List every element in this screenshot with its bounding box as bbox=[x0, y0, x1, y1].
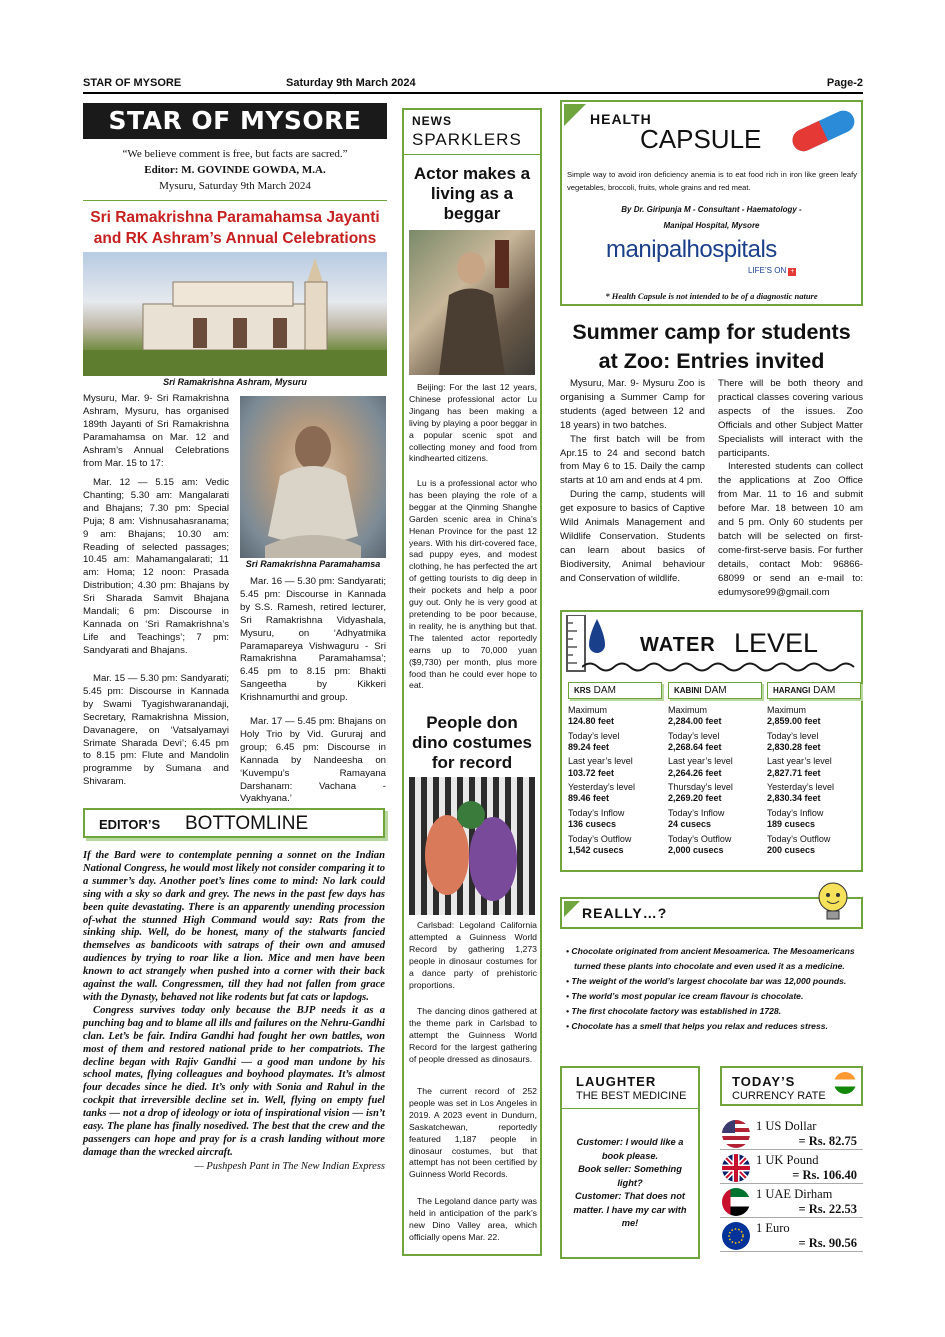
editorial-title-a: EDITOR’S bbox=[99, 817, 161, 832]
laughter-title-a: LAUGHTER bbox=[576, 1074, 657, 1089]
page-header bbox=[83, 76, 863, 94]
lead-column-2b: Mar. 17 — 5.45 pm: Bhajans on Holy Trio by Vid. Gururaj and group; 6.45 pm: Discourse in Kannada by Nandeesha on ‘Kuvempu’s Ramayana Darshanam: Vachana - Vyakhyana.’ bbox=[240, 716, 386, 805]
editorial-title-b: BOTTOMLINE bbox=[185, 813, 309, 834]
dam-name: KABINI DAM bbox=[668, 682, 762, 699]
dam-row-value: 2,000 cusecs bbox=[668, 844, 724, 855]
dam-row-value: 2,859.00 feet bbox=[767, 716, 821, 727]
dam-row-label: Today’s Inflow bbox=[668, 807, 725, 818]
fact-item: • The world’s most popular ice cream flavour is chocolate. bbox=[566, 991, 804, 1001]
laughter-box bbox=[560, 1066, 700, 1259]
dam-row-value: 200 cusecs bbox=[767, 844, 816, 855]
joke-line: Book seller: Something light? bbox=[578, 1164, 682, 1188]
dam-row-label: Maximum bbox=[767, 705, 807, 715]
dam-row-value: 2,830.28 feet bbox=[767, 741, 821, 752]
story2-paragraph-2: The dancing dinos gathered at the theme park in Carlsbad to attempt the Guinness World Record for the largest gathering of people dressed as dinosaurs. bbox=[409, 1006, 537, 1064]
summer-c1-p2: The first batch will be from Apr.15 to 24 and second batch from May 6 to 15. Daily the camp starts at 10 am and ends at 4 pm. bbox=[560, 433, 705, 487]
portrait-caption: Sri Ramakrishna Paramahamsa bbox=[240, 559, 386, 569]
dam-column-krs bbox=[568, 682, 662, 859]
health-title-b: CAPSULE bbox=[640, 124, 762, 154]
story2-paragraph-4: The Legoland dance party was held in anticipation of the park’s new Dino Valley area, which officially opens Mar. 22. bbox=[409, 1196, 537, 1242]
health-byline-2: Manipal Hospital, Mysore bbox=[663, 221, 760, 230]
dam-row-value: 103.72 feet bbox=[568, 767, 615, 778]
dam-row-value: 89.24 feet bbox=[568, 741, 610, 752]
beggar-actor-photo bbox=[409, 230, 535, 375]
lead-column-1a: Mysuru, Mar. 9- Sri Ramakrishna Ashram, Mysuru, has organised 189th Jayanti of Sri Ramakrishna Paramahamsa on Mar. 12 and Ashram’s Annual Celebrations from Mar. 15 to 17: bbox=[83, 393, 229, 469]
dam-row-label: Last year’s level bbox=[767, 756, 832, 767]
editorial-paragraph-1: If the Bard were to contemplate penning a sonnet on the Indian National Congress, he would most likely not consider comparing it to a summer’s day. Another poet’s lines come to mind: No lark could sing with a sky so dark and grey. The news in the past few days has been quite devastating. There is an apparently unending procession of-what the stunned High Command would say: Rats from the sinking ship. Well, do be honest, many of the stalwarts fancied themselves as bandicoots with satraps of their own and amused audiences by trying to roar like a lion. Mice and men have been known to act strangely when pushed into a corner with their back against the wall. Congressmen, till they had not fallen from grace with the Dynasty, behaved not like rodents but fat cats or lapdogs. bbox=[83, 850, 385, 1003]
manipal-logo: manipalhospitals bbox=[606, 236, 777, 263]
dam-row-label: Today’s Inflow bbox=[767, 807, 824, 818]
water-level-box bbox=[560, 610, 863, 872]
water-title-a: WATER bbox=[640, 634, 716, 656]
summer-column-2 bbox=[718, 377, 863, 600]
dam-row-label: Last year’s level bbox=[568, 756, 633, 767]
dam-row-label: Maximum bbox=[568, 705, 608, 715]
masthead-tagline bbox=[83, 146, 387, 194]
dam-row-value: 1,542 cusecs bbox=[568, 844, 624, 855]
health-disclaimer: * Health Capsule is not intended to be of a diagnostic nature bbox=[605, 291, 818, 301]
health-byline bbox=[562, 202, 861, 234]
summer-c2-p2: Interested students can collect the applications at Zoo Office from Mar. 11 to 16 and submit before Mar. 18 between 10 am and 5 pm. Only 60 students per batch will be selected on first-come-first-serve basis. For further details, contact Mob: 96866-68099 or send an e-mail to: edumysore99@gmail.com bbox=[718, 461, 863, 598]
currency-row bbox=[720, 1151, 863, 1184]
dam-row-value: 2,827.71 feet bbox=[767, 767, 821, 778]
lead-headline: Sri Ramakrishna Paramahamsa Jayanti and RK Ashram’s Annual Celebrations bbox=[90, 209, 380, 247]
health-tip: Simple way to avoid iron deficiency anemia is to eat food rich in iron like green leafy vegetables, broccoli, fruits, whole grains and red meat. bbox=[567, 170, 857, 192]
news-title-a: NEWS bbox=[412, 114, 452, 128]
lead-column-2a: Mar. 16 — 5.30 pm: Sandyarati; 5.45 pm: Discourse in Kannada by S.S. Ramesh, retired lecturer, Sri Ramakrishna Vidyashala, Mysuru, on ‘Adhyatmika Paramapareya Vishwaguru - Sri Ramakrishna Paramahamsa’; 6.45 pm to 8.15 pm: Bhakti Sangeetha by Kikkeri Krishnamurthi and group. bbox=[240, 576, 386, 704]
currency-value: = Rs. 90.56 bbox=[798, 1236, 857, 1250]
dam-row-label: Thursday’s level bbox=[668, 782, 733, 793]
currency-value: = Rs. 22.53 bbox=[798, 1202, 857, 1216]
dam-name: KRS DAM bbox=[568, 682, 662, 699]
currency-unit: 1 US Dollar bbox=[756, 1119, 817, 1133]
joke-line: Customer: That does not matter. I have my car with me! bbox=[573, 1191, 687, 1228]
dam-row-value: 2,284.00 feet bbox=[668, 716, 722, 727]
currency-value: = Rs. 106.40 bbox=[792, 1168, 857, 1182]
currency-row bbox=[720, 1219, 863, 1252]
ashram-photo-caption: Sri Ramakrishna Ashram, Mysuru bbox=[150, 377, 320, 387]
story2-paragraph-3: The current record of 252 people was set in Los Angeles in 2019. A 2023 event in Dundurn, Saskatchewan, reportedly featured 1,187 people in dinosaur costumes, but that attempt has not been certified by Guinness World Records. bbox=[409, 1086, 537, 1180]
editorial-title-box bbox=[83, 808, 385, 838]
dam-row-label: Maximum bbox=[668, 705, 708, 715]
ashram-photo bbox=[83, 252, 387, 376]
dam-row-label: Today’s Inflow bbox=[568, 807, 625, 818]
dam-row-label: Today’s Outflow bbox=[668, 833, 732, 844]
masthead-title: STAR OF MYSORE bbox=[83, 103, 387, 139]
header-date: Saturday 9th March 2024 bbox=[286, 77, 416, 89]
health-byline-1: By Dr. Giripunja M - Consultant - Haematology - bbox=[621, 205, 802, 214]
dam-row-value: 2,830.34 feet bbox=[767, 793, 821, 804]
dam-row-label: Today’s level bbox=[568, 730, 620, 741]
editor-line: Editor: M. GOVINDE GOWDA, M.A. bbox=[144, 164, 326, 176]
dam-row-label: Last year’s level bbox=[668, 756, 733, 767]
water-title-b: LEVEL bbox=[734, 628, 819, 658]
news-sparklers-box bbox=[402, 108, 542, 1256]
eu-flag-icon bbox=[722, 1222, 750, 1250]
fact-item: • Chocolate originated from ancient Mesoamerica. The Mesoamericans turned these plants into chocolate and even used it as a medicine. bbox=[566, 946, 855, 971]
dino-costume-photo bbox=[409, 777, 535, 915]
uae-flag-icon bbox=[722, 1188, 750, 1216]
health-capsule-box bbox=[560, 100, 863, 306]
dam-row-value: 24 cusecs bbox=[668, 819, 712, 830]
saint-portrait bbox=[240, 396, 386, 558]
header-paper-name: STAR OF MYSORE bbox=[83, 77, 182, 89]
editorial-body bbox=[83, 850, 385, 1174]
dam-column-harangi bbox=[767, 682, 861, 859]
dam-row-value: 136 cusecs bbox=[568, 819, 617, 830]
uk-flag-icon bbox=[722, 1154, 750, 1182]
chocolate-facts-list bbox=[566, 944, 862, 1034]
dam-row-label: Today’s Outflow bbox=[568, 833, 632, 844]
dam-column-kabini bbox=[668, 682, 762, 859]
really-title: REALLY…? bbox=[582, 905, 668, 921]
lead-column-1c: Mar. 15 — 5.30 pm: Sandyarati; 5.45 pm: Discourse in Kannada by Swami Tyagishwaranandaji, Secretary, Ramakrishna Mission, Davanagere, on ‘Vatsalyamayi Srimate Sharada Devi’; 6.45 pm to 8.15 pm: Flute and Mandolin programme by Sumana and Shivaram. bbox=[83, 673, 229, 788]
us-flag-icon bbox=[722, 1120, 750, 1148]
dam-row-label: Today’s Outflow bbox=[767, 833, 831, 844]
dam-row-value: 2,268.64 feet bbox=[668, 741, 722, 752]
currency-value: = Rs. 82.75 bbox=[798, 1134, 857, 1148]
story2-paragraph-1: Carlsbad: Legoland California attempted a Guinness World Record by gathering 1,273 people in dinosaur costumes for a dance party of prehistoric proportions. bbox=[409, 920, 537, 990]
story2-headline: People don dino costumes for record bbox=[412, 713, 532, 772]
header-page-number: Page-2 bbox=[826, 77, 863, 89]
water-wave-icon bbox=[582, 660, 860, 674]
fact-item: • The weight of the world’s largest chocolate bar was 12,000 pounds. bbox=[566, 976, 847, 986]
summer-column-1 bbox=[560, 377, 705, 586]
summer-headline: Summer camp for students at Zoo: Entries invited bbox=[572, 320, 851, 373]
manipal-logo-tag: LIFE’S ON + bbox=[748, 266, 795, 275]
india-flag-icon bbox=[834, 1072, 856, 1094]
dam-row-label: Yesterday’s level bbox=[568, 782, 636, 793]
currency-unit: 1 Euro bbox=[756, 1221, 790, 1235]
plus-icon: + bbox=[790, 268, 795, 275]
currency-box bbox=[720, 1066, 863, 1106]
dam-row-label: Today’s level bbox=[767, 730, 819, 741]
story1-paragraph-2: Lu is a professional actor who has been playing the role of a beggar at the Qinming Shanghe Garden scenic area in China’s Henan Province for the past 12 years. With his dirt-covered face, sad puppy eyes, and modest clothing, he has perfected the art of getting tourists to dig deep in their pockets and help a poor guy out. Only he is very good at pretending to be poor because, in reality, he is anything but that. The talented actor reportedly earns up to 70,000 yuan ($9,730) per month, plus more food than he could ever hope to eat. bbox=[409, 478, 537, 691]
story1-paragraph-1: Beijing: For the last 12 years, Chinese professional actor Lu Jingang has been making a living by playing a poor beggar in a popular scenic spot and collecting money and food from kindhearted citizens. bbox=[409, 382, 537, 464]
lightbulb-icon bbox=[812, 880, 854, 926]
summer-c2-p1: There will be both theory and practical classes covering various aspects of the issues. Zoo Officials and other Subject Matter Specialists will interact with the participants. bbox=[718, 378, 863, 459]
dateline: Mysuru, Saturday 9th March 2024 bbox=[159, 180, 311, 192]
dam-row-value: 2,269.20 feet bbox=[668, 793, 722, 804]
dam-row-value: 89.46 feet bbox=[568, 793, 610, 804]
motto: “We believe comment is free, but facts are sacred.” bbox=[122, 148, 348, 160]
joke-text bbox=[570, 1136, 690, 1231]
fact-item: • Chocolate has a smell that helps you relax and reduces stress. bbox=[566, 1021, 828, 1031]
currency-row bbox=[720, 1117, 863, 1150]
currency-unit: 1 UAE Dirham bbox=[756, 1187, 833, 1201]
summer-c1-p3: During the camp, students will get exposure to basics of Captive Wild Animals Management and Wildlife Conservation. Students can learn about basics of Biodiversity, Animal behaviour and Conservation of wildlife. bbox=[560, 489, 705, 584]
story1-headline: Actor makes a living as a beggar bbox=[413, 164, 531, 223]
dam-row-label: Today’s level bbox=[668, 730, 720, 741]
health-title-a: HEALTH bbox=[590, 111, 652, 127]
laughter-title-b: THE BEST MEDICINE bbox=[576, 1090, 687, 1102]
joke-line: Customer: I would like a book please. bbox=[576, 1137, 684, 1161]
dam-row-value: 2,264.26 feet bbox=[668, 767, 722, 778]
capsule-icon bbox=[784, 104, 862, 156]
dam-row-label: Yesterday’s level bbox=[767, 782, 835, 793]
currency-row bbox=[720, 1185, 863, 1218]
editorial-credit: — Pushpesh Pant in The New Indian Express bbox=[194, 1160, 385, 1172]
currency-title-b: CURRENCY RATE bbox=[732, 1090, 826, 1102]
summer-c1-p1: Mysuru, Mar. 9- Mysuru Zoo is organising a Summer Camp for students (aged between 12 and 18 years) in two batches. bbox=[560, 378, 705, 431]
currency-title-a: TODAY’S bbox=[732, 1074, 796, 1089]
editorial-paragraph-2: Congress survives today only because the BJP needs it as a punching bag and to blame all ills and failures on the Nehru-Gandhi clan. Let’s be fair. Indira Gandhi had fought her own battles, won most of them and restored national pride to her compatriots. The decline began with Rajiv Gandhi — a good man undone by his school mates, flying colleagues and boyhood playmates. It’s almost four decades since he died. It’s only with Sonia and Rahul in the cockpit that irreversible decline set in. Well, flying on empty fuel tanks — not a drop of ideology or iota of inspirational vision — isn’t easy. The plane has finally nosedived. The best that the crew and the passengers can hope and pray for is a crash landing without more damage than the wrecked aircraft. bbox=[83, 1004, 385, 1158]
dam-row-value: 189 cusecs bbox=[767, 819, 816, 830]
lead-column-1b: Mar. 12 — 5.15 am: Vedic Chanting; 5.30 am: Mangalarati and Bhajans; 7.30 pm: Special Puja; 8 am: Vishnusahasranama; 9 am: Bhajans; 10.30 am: Reading of selected passages; 10.45 am: Mahamangalarati; 11 am: Homa; 12 noon: Prasada Distribution; 4.30 pm: Bhajans by Sri Sharada Samvit Bhajana Mandali; 6 pm: Discourse in Kannada on ‘Sri Ramakrishna’s Life and Teachings’; 7 pm: Sandyarati and Bhajans. bbox=[83, 477, 229, 656]
news-title-b: SPARKLERS bbox=[412, 130, 522, 149]
dam-row-value: 124.80 feet bbox=[568, 716, 615, 727]
fact-item: • The first chocolate factory was established in 1728. bbox=[566, 1006, 782, 1016]
currency-unit: 1 UK Pound bbox=[756, 1153, 819, 1167]
dam-name: HARANGI DAM bbox=[767, 682, 861, 699]
